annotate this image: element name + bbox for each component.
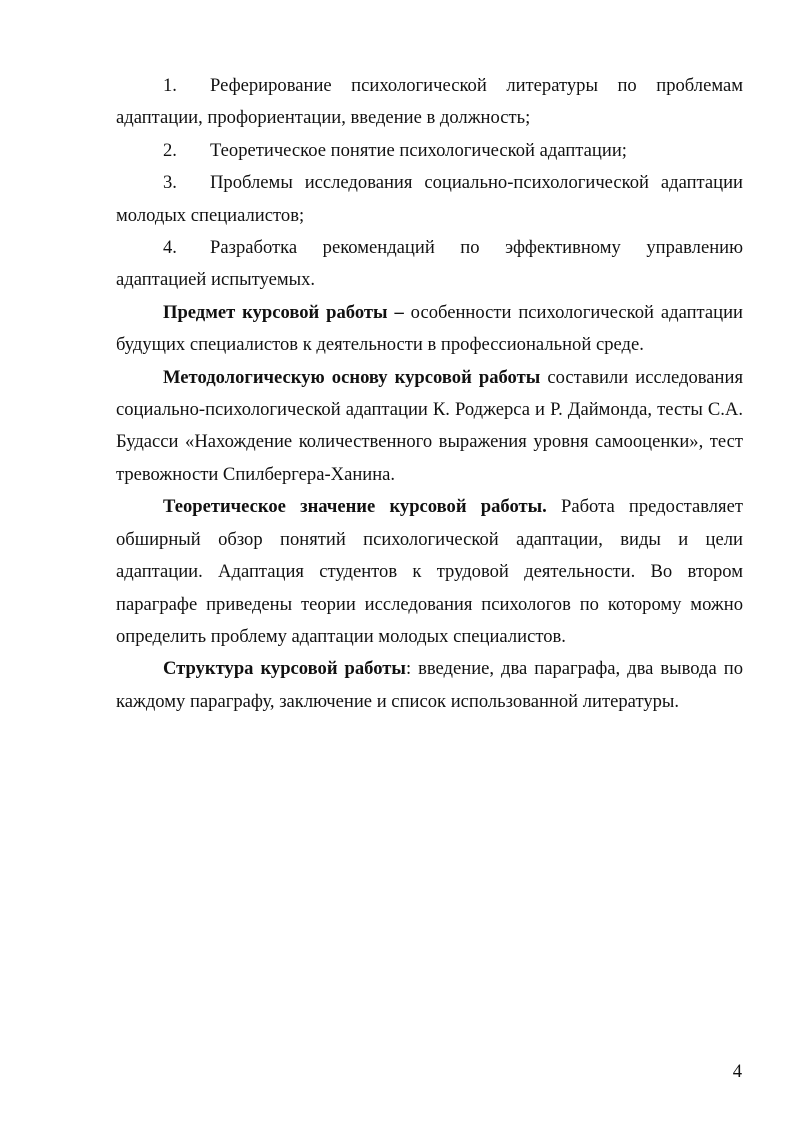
paragraph-theoretical-value	[116, 491, 743, 653]
paragraph-subject	[116, 297, 743, 362]
list-item-text: Разработка рекомендаций по эффективному управлению адаптацией испытуемых.	[116, 237, 743, 291]
paragraph-structure	[116, 653, 743, 718]
list-item-1	[116, 70, 743, 135]
paragraph-heading: Теоретическое значение курсовой работы.	[163, 496, 547, 518]
paragraph-methodology	[116, 362, 743, 492]
paragraph-text: : введение, два параграфа, два вывода по каждому параграфу, заключение и список использованной литературы.	[116, 658, 743, 712]
list-item-text: Проблемы исследования социально-психологической адаптации молодых специалистов;	[116, 172, 743, 226]
paragraph-heading: Предмет курсовой работы –	[163, 301, 404, 323]
list-item-4	[116, 232, 743, 297]
list-number: 4.	[163, 237, 177, 259]
list-number: 3.	[163, 172, 177, 194]
page-body	[116, 70, 743, 718]
paragraph-heading: Методологическую основу курсовой работы	[163, 366, 541, 388]
page-number: 4	[732, 1061, 742, 1082]
paragraph-text: составили исследования социально-психологической адаптации К. Роджерса и Р. Даймонда, тесты С.А. Будасси «Нахождение количественного выражения уровня самооценки», тест тревожности Спилбергера-Ханина.	[116, 366, 743, 485]
list-number: 2.	[163, 139, 177, 161]
list-item-2	[116, 135, 743, 167]
list-item-text: Реферирование психологической литературы по проблемам адаптации, профориентации, введение в должность;	[116, 75, 743, 129]
list-item-text: Теоретическое понятие психологической адаптации;	[210, 139, 627, 161]
list-item-3	[116, 167, 743, 232]
paragraph-text: особенности психологической адаптации будущих специалистов к деятельности в профессиональной среде.	[116, 301, 743, 356]
paragraph-heading: Структура курсовой работы	[163, 658, 406, 680]
paragraph-text: Работа предоставляет обширный обзор понятий психологической адаптации, виды и цели адаптации. Адаптация студентов к трудовой деятельности. Во втором параграфе приведены теории исследования психологов по которому можно определить проблему адаптации молодых специалистов.	[116, 496, 743, 647]
list-number: 1.	[163, 75, 177, 96]
